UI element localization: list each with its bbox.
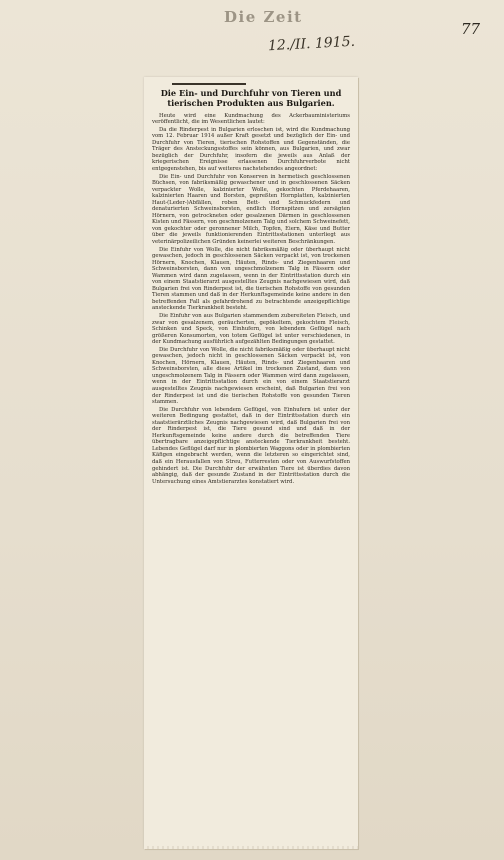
article-paragraph: Die Einfuhr von Wolle, die nicht fabriksmäßig oder überhaupt nicht gewaschen, jedoch in geschlossenen Säcken verpackt ist, von trockenen Hörnern, Knochen, Klauen, Häuten, Rinds- und Ziegenhaaren und Schweinsborsten, dann von ungeschmolzenem Talg in Fässern oder Wammen wird dann zugelassen, wenn in der Eintrittsstation durch ein von einem Staatstierarzt ausgestelltes Zeugnis nachgewiesen wird, daß Bulgarien frei von Rinderpest ist, die tierischen Rohstoffe von gesunden Tieren stammen und daß in der Herkunftsgemeinde keine andere in den betreffenden Fall als gefahrdrohend zu betrachtende anzeigepflichtige ansteckende Tierkrankheit besteht.: [152, 246, 350, 312]
article-paragraph: Heute wird eine Kundmachung des Ackerbauministeriums veröffentlicht, die im Wesentlichen lautet:: [152, 112, 350, 126]
article-paragraph: Die Durchfuhr von Wolle, die nicht fabriksmäßig oder überhaupt nicht gewaschen, jedoch nicht in geschlossenen Säcken verpackt ist, von Knochen, Hörnern, Klauen, Häuten, Rinds- und Ziegenhaaren und Schweinsborsten, alle diese Artikel im trockenen Zustand, dann von ungeschmolzenem Talg in Fässern oder Wammen wird dann zugelassen, wenn in der Eintrittsstation durch ein von einem Staatstierarzt ausgestelltes Zeugnis nachgewiesen erscheint, daß Bulgarien frei von der Rinderpest ist und die tierischen Rohstoffe von gesunden Tieren stammen.: [152, 346, 350, 406]
article-paragraph: Die Einfuhr von aus Bulgarien stammendem zubereiteten Fleisch, und zwar von gesalzenem, geräucherten, gepökeltem, gekochtem Fleisch, Schinken und Speck, von Einhufern, von lebendem Geflügel nach größeren Konsumorten, von totem Geflügel ist unter verschiedenen, in der Kundmachung ausführlich aufgezählten Bedingungen gestattet.: [152, 313, 350, 346]
article-headline: Die Ein- und Durchfuhr von Tieren und tierischen Produkten aus Bulgarien.: [160, 88, 342, 108]
page-number: 77: [461, 20, 481, 38]
handwritten-date: 12./II. 1915.: [267, 33, 356, 55]
article-paragraph: Da die Rinderpest in Bulgarien erloschen ist, wird die Kundmachung vom 12. Februar 1914 außer Kraft gesetzt und bezüglich der Ein- und Durchfuhr von Tieren, tierischen Rohstoffen und Gegenständen, die Träger des Ansteckungsstoffes sein können, aus Bulgarien, und zwar bezüglich der Durchfuhr, insofern die jeweils aus Anlaß der kriegerischen Ereignisse erlassenen Durchfuhrverbote nicht entgegenstehen, bis auf weiteres nachstehendes angeordnet:: [152, 126, 350, 172]
article-body: [152, 113, 350, 486]
torn-edge: [144, 846, 358, 849]
clipping-content: [152, 81, 350, 486]
article-paragraph: Die Ein- und Durchfuhr von Konserven in hermetisch geschlossenen Büchsen, von fabriksmäßig gewaschener und in geschlossenen Säcken verpackter Wolle, kalzinierter Wolle, gekochten Pferdehaaren, kalzinierten Haaren und Borsten, gepreßten Hornplatten, kalzinierten Haut-(Leder-)Abfällen, roben Bett- und Schmuckfedern und denaturierten Schweinsborsten, endlich Hornspitzen und zersägten Hörnern, von getrockneten oder gesalzenen Därmen in geschlossenen Kisten und Fässern, von geschmolzenem Talg und solchem Schweinefett, von gekochter oder geronnener Milch, Topfen, Eiern, Käse und Butter über die jeweils funktionierenden Eintrittsstationen unterliegt aus veterinärpolizeilichen Gründen keinerlei weiteren Beschränkungen.: [152, 173, 350, 245]
article-paragraph: Die Durchfuhr von lebendem Geflügel, von Einhufern ist unter der weiteren Bedingung gestattet, daß in der Eintrittsstation durch ein staatstierärztliches Zeugnis nachgewiesen wird, daß Bulgarien frei von der Rinderpest ist, die Tiere gesund sind und daß in der Herkunftsgemeinde keine andere durch die betreffenden Tiere übertragbare anzeigepflichtige ansteckende Tierkrankheit besteht. Lebendes Geflügel darf nur in plombierten Waggons oder in plombierten Käfigen eingebracht werden, wenn die letzteren so eingerichtet sind, daß ein Herausfallen von Streu, Futterresten oder von Auswurfstoffen gehindert ist. Die Durchfuhr der erwähnten Tiere ist überdies davon abhängig, daß der gesunde Zustand in der Eintrittsstation durch die Untersuchung eines Amtstierarztes konstatiert wird.: [152, 406, 350, 485]
newspaper-clipping: [144, 77, 358, 849]
newspaper-stamp: Die Zeit: [224, 8, 303, 26]
top-rule: [172, 83, 246, 85]
